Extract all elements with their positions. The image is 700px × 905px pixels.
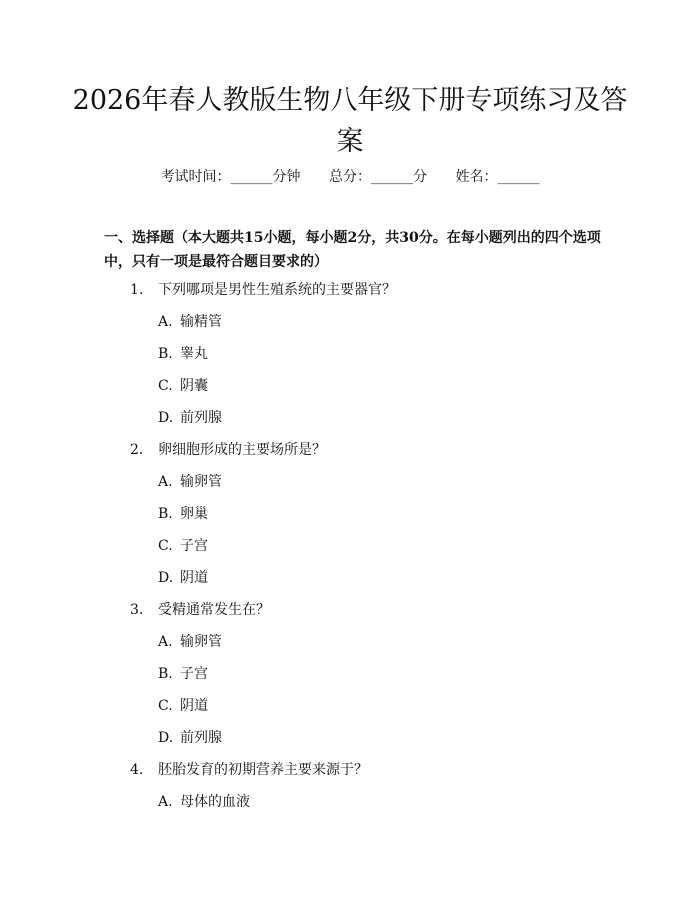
option-d: [0, 726, 700, 758]
document-title: 2026年春人教版生物八年级下册专项练习及答案: [72, 85, 628, 157]
option-text: 子宫: [180, 538, 208, 554]
question-stem: [0, 438, 700, 470]
option-b: [0, 342, 700, 374]
option-text: 阴道: [180, 570, 208, 586]
option-b: [0, 502, 700, 534]
option-c: [0, 694, 700, 726]
question: [0, 758, 700, 822]
question-list: [0, 278, 700, 822]
question: [0, 278, 700, 438]
option-letter: D.: [158, 570, 174, 586]
option-a: [0, 470, 700, 502]
question-text: 胚胎发育的初期营养主要来源于？: [158, 762, 368, 778]
question-text: 受精通常发生在？: [158, 602, 270, 618]
option-text: 阴囊: [180, 378, 208, 394]
option-text: 输精管: [180, 314, 222, 330]
option-text: 阴道: [180, 698, 208, 714]
option-a: [0, 790, 700, 822]
option-text: 前列腺: [180, 730, 222, 746]
option-text: 前列腺: [180, 410, 222, 426]
question-number: 1.: [130, 282, 144, 298]
option-c: [0, 534, 700, 566]
student-name: 姓名：______: [455, 169, 540, 185]
exam-meta: [0, 167, 700, 187]
option-text: 输卵管: [180, 634, 222, 650]
question-stem: [0, 598, 700, 630]
option-c: [0, 374, 700, 406]
question: [0, 598, 700, 758]
option-text: 睾丸: [180, 346, 208, 362]
option-letter: C.: [158, 698, 173, 714]
total-score: 总分：______分: [329, 169, 427, 185]
option-letter: A.: [158, 634, 173, 650]
option-letter: B.: [158, 346, 173, 362]
option-d: [0, 566, 700, 598]
option-letter: C.: [158, 538, 173, 554]
option-text: 母体的血液: [180, 794, 250, 810]
option-a: [0, 310, 700, 342]
option-text: 子宫: [180, 666, 208, 682]
question-number: 2.: [130, 442, 144, 458]
option-letter: B.: [158, 666, 173, 682]
option-letter: C.: [158, 378, 173, 394]
option-text: 卵巢: [180, 506, 208, 522]
option-text: 输卵管: [180, 474, 222, 490]
exam-time: 考试时间：______分钟: [160, 169, 301, 185]
question-text: 卵细胞形成的主要场所是？: [158, 442, 326, 458]
option-letter: A.: [158, 314, 173, 330]
question-stem: [0, 758, 700, 790]
option-letter: B.: [158, 506, 173, 522]
question: [0, 438, 700, 598]
option-letter: D.: [158, 410, 174, 426]
option-letter: A.: [158, 474, 173, 490]
option-letter: A.: [158, 794, 173, 810]
question-number: 4.: [130, 762, 144, 778]
option-letter: D.: [158, 730, 174, 746]
option-b: [0, 662, 700, 694]
question-number: 3.: [130, 602, 144, 618]
question-text: 下列哪项是男性生殖系统的主要器官？: [158, 282, 396, 298]
question-stem: [0, 278, 700, 310]
section-heading: 一、选择题（本大题共15小题，每小题2分，共30分。在每小题列出的四个选项中，只有一项是最符合题目要求的）: [104, 230, 601, 270]
option-d: [0, 406, 700, 438]
option-a: [0, 630, 700, 662]
